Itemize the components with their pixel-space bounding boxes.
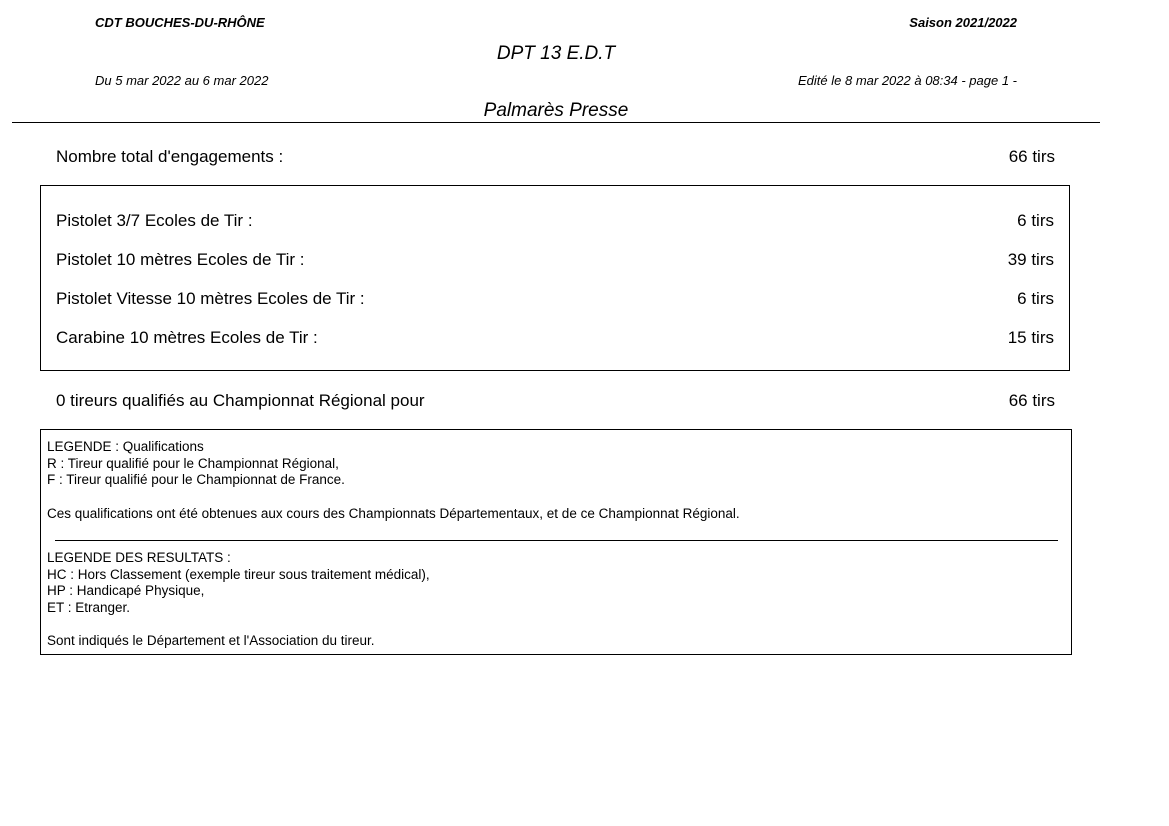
event-row	[41, 328, 1069, 350]
legend-results-et: ET : Etranger.	[47, 600, 131, 615]
legend-box	[40, 429, 1072, 655]
total-entries-value: 66 tirs	[1008, 147, 1055, 166]
legend-results-title: LEGENDE DES RESULTATS :	[47, 550, 231, 565]
date-range: Du 5 mar 2022 au 6 mar 2022	[95, 73, 269, 88]
qualified-shooters-value: 66 tirs	[1008, 391, 1055, 410]
legend-results-hp: HP : Handicapé Physique,	[47, 583, 205, 598]
document-title: DPT 13 E.D.T	[496, 43, 616, 64]
event-count: 39 tirs	[1007, 250, 1054, 269]
event-label: Carabine 10 mètres Ecoles de Tir :	[56, 328, 318, 347]
header-divider	[12, 122, 1100, 123]
season-label: Saison 2021/2022	[909, 15, 1017, 30]
event-row	[41, 250, 1069, 272]
events-box	[40, 185, 1070, 371]
qualified-shooters-label: 0 tireurs qualifiés au Championnat Régional pour	[56, 391, 425, 410]
legend-results-hc: HC : Hors Classement (exemple tireur sous traitement médical),	[47, 567, 430, 582]
legend-qualif-title: LEGENDE : Qualifications	[47, 439, 204, 454]
event-label: Pistolet 3/7 Ecoles de Tir :	[56, 211, 253, 230]
event-count: 15 tirs	[1007, 328, 1054, 347]
organization-name: CDT BOUCHES-DU-RHÔNE	[95, 15, 265, 30]
legend-qualif-r: R : Tireur qualifié pour le Championnat Régional,	[47, 456, 339, 471]
event-row	[41, 211, 1069, 233]
event-label: Pistolet 10 mètres Ecoles de Tir :	[56, 250, 305, 269]
total-entries-label: Nombre total d'engagements :	[56, 147, 284, 166]
event-label: Pistolet Vitesse 10 mètres Ecoles de Tir :	[56, 289, 365, 308]
event-row	[41, 289, 1069, 311]
edition-info: Edité le 8 mar 2022 à 08:34 - page 1 -	[798, 73, 1017, 88]
legend-qualif-note: Ces qualifications ont été obtenues aux cours des Championnats Départementaux, et de ce Championnat Régional.	[47, 506, 740, 521]
event-count: 6 tirs	[1017, 289, 1054, 308]
legend-qualif-f: F : Tireur qualifié pour le Championnat de France.	[47, 472, 345, 487]
report-title: Palmarès Presse	[483, 100, 629, 121]
legend-results-note: Sont indiqués le Département et l'Association du tireur.	[47, 633, 375, 648]
legend-divider	[55, 540, 1058, 541]
event-count: 6 tirs	[1017, 211, 1054, 230]
